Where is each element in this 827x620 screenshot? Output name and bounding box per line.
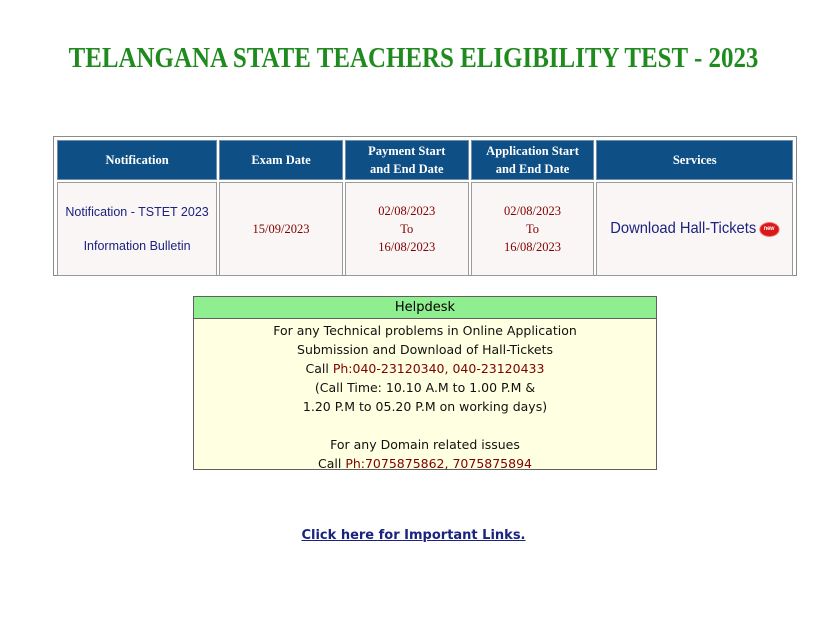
header-notification: Notification (57, 140, 217, 180)
header-services: Services (596, 140, 793, 180)
schedule-table (53, 136, 797, 276)
important-links-row (0, 528, 827, 543)
schedule-data-row (57, 182, 793, 276)
download-hall-tickets-link[interactable] (611, 220, 779, 238)
application-end-date: 16/08/2023 (504, 240, 561, 254)
notification-cell (57, 182, 217, 276)
payment-end-date: 16/08/2023 (378, 240, 436, 254)
page-title: TELANGANA STATE TEACHERS ELIGIBILITY TEST - 2023 (68, 42, 759, 74)
header-exam-date: Exam Date (219, 140, 343, 180)
payment-dates-cell (345, 182, 469, 276)
exam-date-cell (219, 182, 343, 276)
helpdesk-call-prefix: Call (305, 361, 333, 376)
header-application-line2: and End Date (495, 162, 570, 176)
payment-start-date: 02/08/2023 (378, 204, 436, 218)
helpdesk-box (193, 296, 657, 470)
helpdesk-domain-line: For any Domain related issues (330, 437, 520, 452)
helpdesk-tech-phone: Ph:040-23120340, 040-23120433 (332, 361, 545, 376)
services-cell (596, 182, 793, 276)
helpdesk-domain-call (194, 454, 656, 473)
header-payment-line1: Payment Start (368, 144, 446, 158)
payment-to-label: To (400, 222, 414, 236)
header-application-line1: Application Start (486, 144, 579, 158)
helpdesk-domain-phone: Ph:7075875862, 7075875894 (345, 456, 532, 471)
helpdesk-tech-call (194, 359, 656, 378)
application-dates-cell (471, 182, 595, 276)
helpdesk-call-time2: 1.20 P.M to 05.20 P.M on working days) (302, 399, 548, 414)
information-bulletin-link[interactable]: Information Bulletin (83, 239, 191, 253)
helpdesk-title: Helpdesk (194, 297, 656, 319)
important-links-link[interactable]: Click here for Important Links. (301, 528, 526, 543)
header-payment-line2: and End Date (369, 162, 444, 176)
download-hall-tickets-label: Download Hall-Tickets (610, 220, 757, 237)
notification-link[interactable]: Notification - TSTET 2023 (65, 205, 209, 219)
helpdesk-body (194, 319, 656, 473)
new-badge-icon: new (760, 223, 778, 236)
exam-date-value: 15/09/2023 (252, 221, 310, 236)
header-application-dates (471, 140, 595, 180)
header-payment-dates (345, 140, 469, 180)
application-start-date: 02/08/2023 (504, 204, 561, 218)
helpdesk-line1: For any Technical problems in Online Application (273, 323, 577, 338)
application-to-label: To (526, 222, 540, 236)
helpdesk-domain-call-prefix: Call (318, 456, 346, 471)
helpdesk-call-time1: (Call Time: 10.10 A.M to 1.00 P.M & (314, 380, 536, 395)
schedule-header-row (57, 140, 793, 180)
helpdesk-line2: Submission and Download of Hall-Tickets (297, 342, 553, 357)
